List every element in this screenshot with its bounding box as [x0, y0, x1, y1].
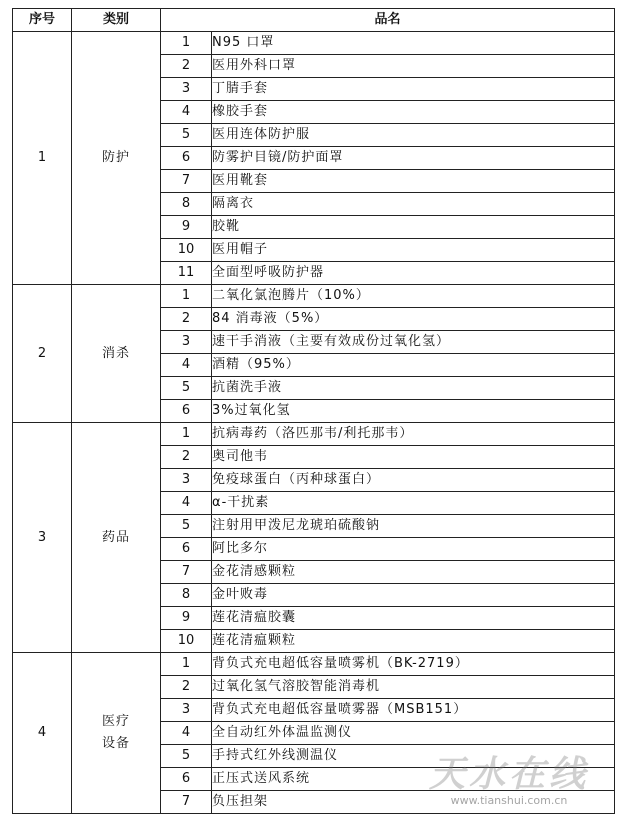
item-name-cell: 橡胶手套 — [212, 101, 615, 124]
item-name-cell: 注射用甲泼尼龙琥珀硫酸钠 — [212, 515, 615, 538]
item-name-cell: 医用外科口罩 — [212, 55, 615, 78]
item-name-cell: 阿比多尔 — [212, 538, 615, 561]
item-number-cell: 7 — [161, 170, 212, 193]
item-name-cell: 隔离衣 — [212, 193, 615, 216]
item-number-cell: 11 — [161, 262, 212, 285]
item-name-cell: 防雾护目镜/防护面罩 — [212, 147, 615, 170]
item-number-cell: 1 — [161, 653, 212, 676]
item-number-cell: 2 — [161, 55, 212, 78]
item-number-cell: 1 — [161, 32, 212, 55]
item-number-cell: 3 — [161, 331, 212, 354]
item-number-cell: 2 — [161, 308, 212, 331]
item-number-cell: 5 — [161, 124, 212, 147]
item-name-cell: 金叶败毒 — [212, 584, 615, 607]
group-category-cell — [72, 653, 161, 814]
item-number-cell: 5 — [161, 515, 212, 538]
item-name-cell: 医用连体防护服 — [212, 124, 615, 147]
group-seq-cell: 3 — [13, 423, 72, 653]
item-name-cell: N95 口罩 — [212, 32, 615, 55]
item-number-cell: 7 — [161, 561, 212, 584]
item-number-cell: 6 — [161, 147, 212, 170]
group-category-cell: 药品 — [72, 423, 161, 653]
item-number-cell: 8 — [161, 193, 212, 216]
group-seq-cell: 2 — [13, 285, 72, 423]
table-body — [13, 32, 615, 814]
item-name-cell: 奥司他韦 — [212, 446, 615, 469]
table-row — [13, 32, 615, 55]
item-number-cell: 10 — [161, 630, 212, 653]
item-number-cell: 4 — [161, 722, 212, 745]
item-name-cell: 手持式红外线测温仪 — [212, 745, 615, 768]
header-seq: 序号 — [13, 9, 72, 32]
item-number-cell: 8 — [161, 584, 212, 607]
item-name-cell: 莲花清瘟胶囊 — [212, 607, 615, 630]
item-number-cell: 1 — [161, 423, 212, 446]
item-name-cell: 过氧化氢气溶胶智能消毒机 — [212, 676, 615, 699]
item-number-cell: 6 — [161, 400, 212, 423]
table-row — [13, 423, 615, 446]
item-name-cell: 正压式送风系统 — [212, 768, 615, 791]
group-seq-cell: 4 — [13, 653, 72, 814]
item-name-cell: 抗菌洗手液 — [212, 377, 615, 400]
item-number-cell: 3 — [161, 78, 212, 101]
item-name-cell: 胶靴 — [212, 216, 615, 239]
item-name-cell: 背负式充电超低容量喷雾器（MSB151） — [212, 699, 615, 722]
item-name-cell: 全面型呼吸防护器 — [212, 262, 615, 285]
item-number-cell: 2 — [161, 676, 212, 699]
item-number-cell: 1 — [161, 285, 212, 308]
header-category: 类别 — [72, 9, 161, 32]
item-number-cell: 4 — [161, 492, 212, 515]
item-name-cell: 金花清感颗粒 — [212, 561, 615, 584]
item-number-cell: 5 — [161, 377, 212, 400]
item-number-cell: 6 — [161, 538, 212, 561]
item-number-cell: 9 — [161, 216, 212, 239]
table-row — [13, 285, 615, 308]
item-name-cell: 84 消毒液（5%） — [212, 308, 615, 331]
item-name-cell: 免疫球蛋白（丙种球蛋白） — [212, 469, 615, 492]
item-name-cell: 3%过氧化氢 — [212, 400, 615, 423]
item-name-cell: 丁腈手套 — [212, 78, 615, 101]
table-header-row — [13, 9, 615, 32]
item-number-cell: 5 — [161, 745, 212, 768]
item-name-cell: 背负式充电超低容量喷雾机（BK-2719） — [212, 653, 615, 676]
item-number-cell: 6 — [161, 768, 212, 791]
item-name-cell: 酒精（95%） — [212, 354, 615, 377]
item-number-cell: 4 — [161, 354, 212, 377]
group-seq-cell: 1 — [13, 32, 72, 285]
item-number-cell: 3 — [161, 699, 212, 722]
category-line: 设备 — [101, 736, 130, 751]
supplies-table — [12, 8, 615, 814]
item-name-cell: α-干扰素 — [212, 492, 615, 515]
table-row — [13, 653, 615, 676]
category-line: 医疗 — [101, 714, 130, 729]
item-name-cell: 医用帽子 — [212, 239, 615, 262]
group-category-cell: 防护 — [72, 32, 161, 285]
item-name-cell: 全自动红外体温监测仪 — [212, 722, 615, 745]
item-number-cell: 3 — [161, 469, 212, 492]
item-number-cell: 9 — [161, 607, 212, 630]
item-number-cell: 7 — [161, 791, 212, 814]
item-name-cell: 医用靴套 — [212, 170, 615, 193]
item-name-cell: 速干手消液（主要有效成份过氧化氢） — [212, 331, 615, 354]
header-name: 品名 — [161, 9, 615, 32]
group-category-cell: 消杀 — [72, 285, 161, 423]
watermark-url: www.tianshui.com.cn — [450, 794, 568, 807]
item-name-cell: 莲花清瘟颗粒 — [212, 630, 615, 653]
item-number-cell: 2 — [161, 446, 212, 469]
item-name-cell: 抗病毒药（洛匹那韦/利托那韦） — [212, 423, 615, 446]
item-name-cell: 二氧化氯泡腾片（10%） — [212, 285, 615, 308]
watermark-logo-text: 天水在线 — [428, 753, 589, 795]
item-name-cell: 负压担架 — [212, 791, 615, 814]
item-number-cell: 4 — [161, 101, 212, 124]
item-number-cell: 10 — [161, 239, 212, 262]
